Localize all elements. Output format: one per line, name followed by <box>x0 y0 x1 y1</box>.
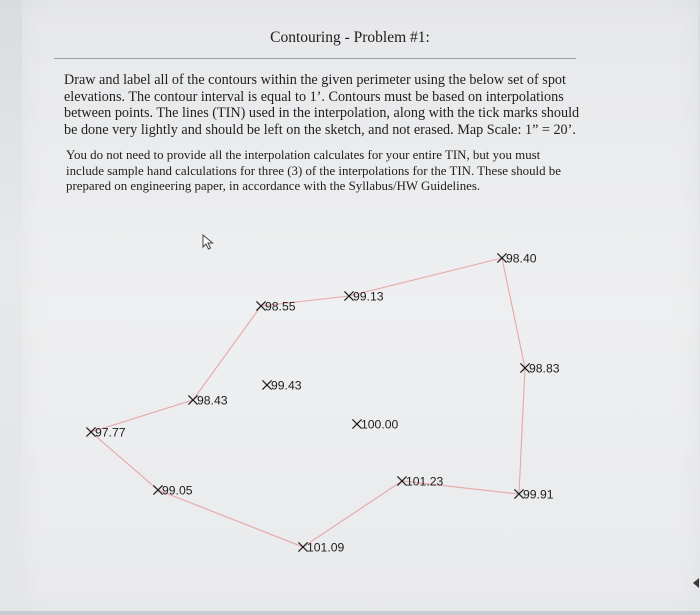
spot-elevation-label: 98.40 <box>506 251 537 266</box>
spot-elevation-p9905 <box>153 484 192 498</box>
note-line: You do not need to provide all the interpolation calculates for your entire TIN, but you must <box>66 148 541 162</box>
spot-elevation-label: 99.43 <box>271 378 302 393</box>
spot-elevation-p10109 <box>298 541 344 555</box>
instructions-line: be done very lightly and should be left on the sketch, and not erased. Map Scale: 1” = 20’. <box>64 121 576 138</box>
pointer-cursor-icon <box>202 234 216 250</box>
scroll-right-arrow-icon[interactable] <box>693 578 699 588</box>
spot-elevation-label: 101.23 <box>406 474 444 489</box>
instructions-line: between points. The lines (TIN) used in the interpolation, along with the tick marks should <box>64 105 580 122</box>
note-line: include sample hand calculations for three (3) of the interpolations for the TIN. These should be <box>66 163 561 178</box>
spot-elevation-label: 97.77 <box>95 425 126 440</box>
instructions-line: Draw and label all of the contours within the given perimeter using the below set of spot <box>64 72 566 88</box>
spot-elevation-p9843 <box>188 394 227 408</box>
spot-elevation-p9943 <box>262 379 301 393</box>
spot-elevation-p9913 <box>344 290 383 304</box>
spot-elevation-p9883 <box>520 362 559 376</box>
site-perimeter-line <box>91 258 525 547</box>
spot-elevation-label: 98.43 <box>197 393 228 408</box>
spot-elevation-label: 100.00 <box>361 417 399 432</box>
spot-elevation-p10000 <box>352 418 398 432</box>
spot-elevation-label: 99.05 <box>162 483 193 498</box>
note-line: prepared on engineering paper, in accordance with the Syllabus/HW Guidelines. <box>66 179 481 194</box>
spot-elevation-label: 98.55 <box>265 299 296 314</box>
bottom-edge-bar <box>0 611 700 615</box>
spot-elevation-p9855 <box>256 300 295 314</box>
spot-elevation-label: 99.13 <box>353 289 384 304</box>
spot-elevation-label: 98.83 <box>529 361 560 376</box>
problem-title: Contouring - Problem #1: <box>270 29 430 46</box>
spot-elevation-label: 101.09 <box>307 540 345 555</box>
spot-elevation-label: 99.91 <box>523 487 554 502</box>
spot-elevation-p9777 <box>86 426 125 440</box>
spot-elevation-p9991 <box>514 488 553 502</box>
instructions-line: elevations. The contour interval is equal to 1’. Contours must be based on interpolations <box>64 88 564 105</box>
